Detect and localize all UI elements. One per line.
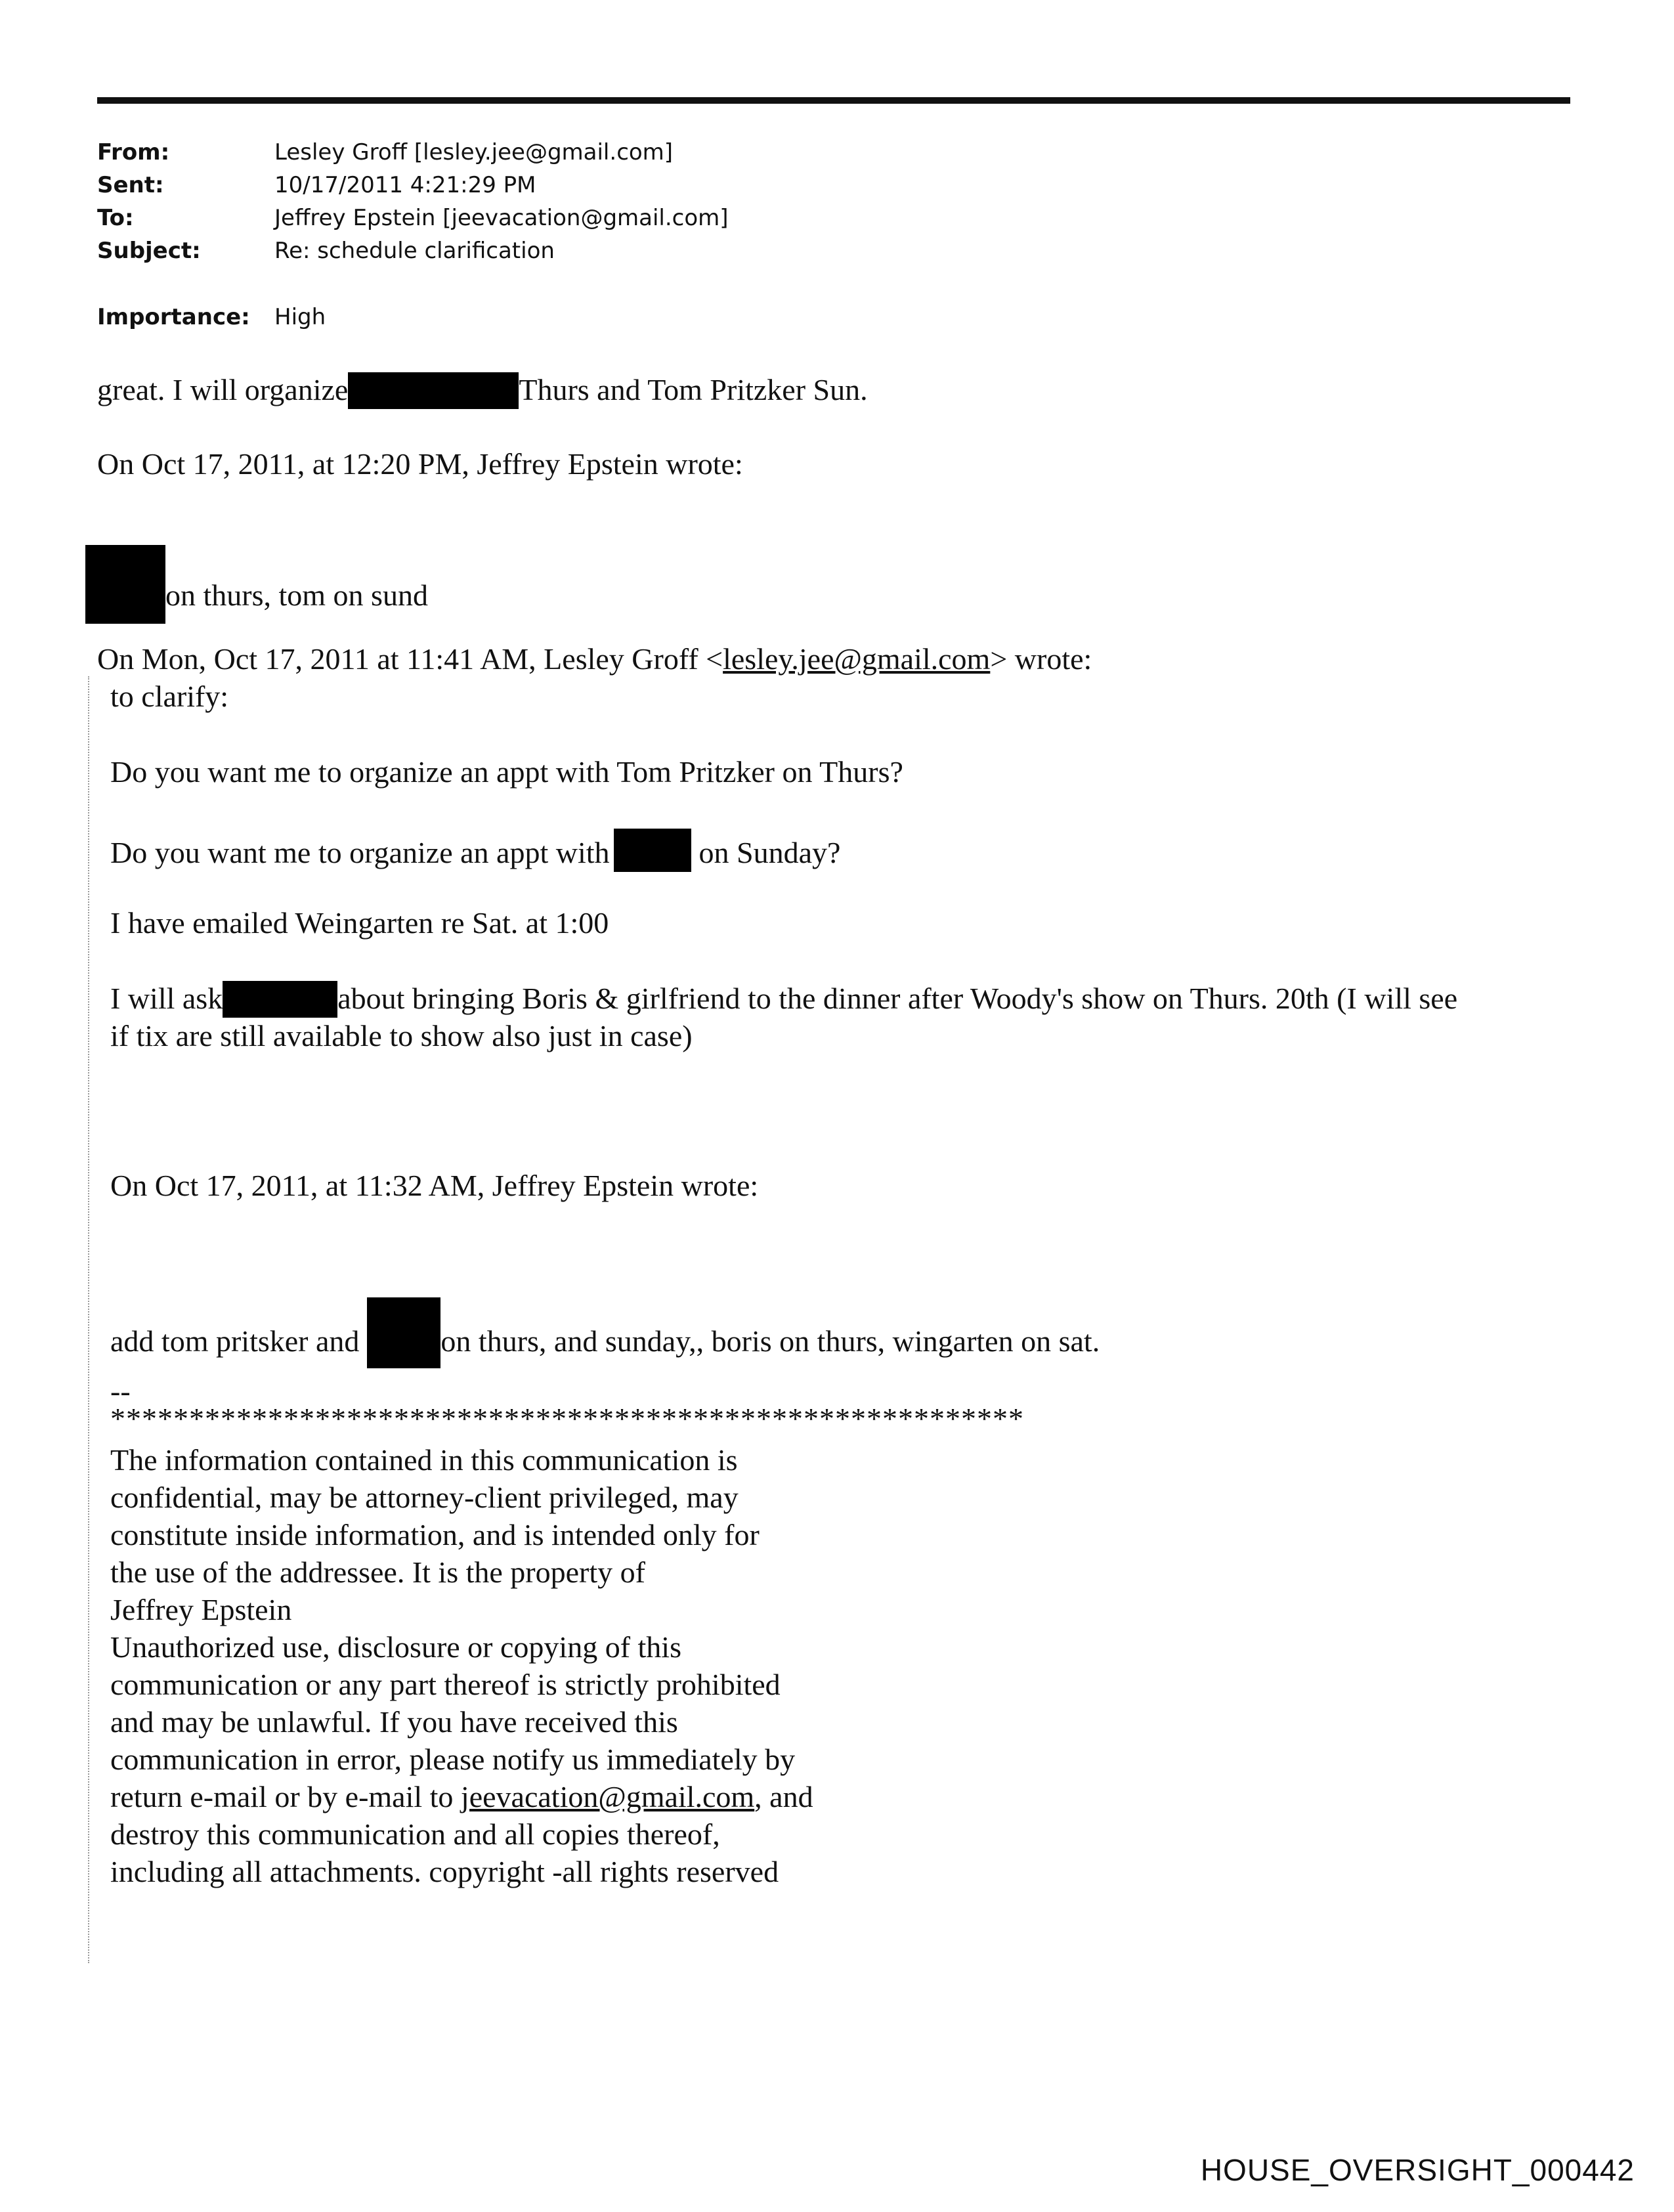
disclaimer-line: communication in error, please notify us immediately by [110,1743,796,1776]
to-label: To: [97,205,134,231]
from-value: Lesley Groff [lesley.jee@gmail.com] [274,139,674,165]
attribution-2-start: On Mon, Oct 17, 2011 at 11:41 AM, Lesley Groff < [97,642,723,676]
subject-value: Re: schedule clarification [274,238,555,264]
attribution-1: On Oct 17, 2011, at 12:20 PM, Jeffrey Epstein wrote: [97,447,743,481]
return-start: return e-mail or by e-mail to [110,1780,461,1813]
disclaimer-line: confidential, may be attorney-client privileged, may [110,1481,739,1514]
disclaimer-line: including all attachments. copyright -all rights reserved [110,1855,779,1888]
quote-bar [88,676,89,1963]
disclaimer-line: The information contained in this communication is [110,1443,738,1477]
ask-start: I will ask [110,982,223,1015]
add-start: add tom pritsker and [110,1324,360,1358]
question-2-end: on Sunday? [698,836,841,869]
disclaimer-line: constitute inside information, and is intended only for [110,1518,760,1551]
signature-dashes: -- [110,1374,131,1408]
ask-line [110,980,1457,1018]
redaction-box [614,829,691,872]
importance-value: High [274,304,326,330]
disclaimer-line: Unauthorized use, disclosure or copying of this [110,1630,681,1664]
redaction-box [223,981,337,1018]
disclaimer-return-line [110,1778,813,1815]
reply-text-end: Thurs and Tom Pritzker Sun. [519,373,868,406]
attribution-2 [97,640,1092,678]
disclaimer-line: destroy this communication and all copies thereof, [110,1817,720,1851]
top-rule [97,97,1570,104]
contact-email-link[interactable]: jeevacation@gmail.com [460,1780,755,1813]
subject-label: Subject: [97,238,201,264]
bates-number: HOUSE_OVERSIGHT_000442 [1200,2153,1635,2187]
reply-line [97,371,868,409]
redaction-box [348,372,519,409]
weingarten-line: I have emailed Weingarten re Sat. at 1:00 [110,906,609,940]
question-1: Do you want me to organize an appt with Tom Pritzker on Thurs? [110,755,903,789]
ask-line-2: if tix are still available to show also just in case) [110,1019,693,1052]
sender-email-link[interactable]: lesley.jee@gmail.com [723,642,991,676]
redaction-box [85,545,165,624]
disclaimer-line: Jeffrey Epstein [110,1593,292,1626]
sent-label: Sent: [97,172,164,198]
importance-label: Importance: [97,304,250,330]
signature-stars: ********************************************************** [110,1402,1024,1435]
ask-end: about bringing Boris & girlfriend to the dinner after Woody's show on Thurs. 20th (I will see [337,982,1458,1015]
from-label: From: [97,139,170,165]
message-1-line [85,545,428,624]
question-2-start: Do you want me to organize an appt with [110,836,610,869]
reply-text-start: great. I will organize [97,373,349,406]
return-end: , and [754,1780,813,1813]
add-end: on thurs, and sunday,, boris on thurs, wingarten on sat. [440,1324,1100,1358]
to-value: Jeffrey Epstein [jeevacation@gmail.com] [274,205,729,231]
clarify-text: to clarify: [110,680,229,713]
message-1-text: on thurs, tom on sund [165,578,428,612]
disclaimer-line: communication or any part thereof is strictly prohibited [110,1668,781,1701]
question-2 [110,829,840,872]
disclaimer-line: the use of the addressee. It is the property of [110,1555,645,1589]
attribution-3: On Oct 17, 2011, at 11:32 AM, Jeffrey Epstein wrote: [110,1169,759,1202]
disclaimer-line: and may be unlawful. If you have received this [110,1705,678,1739]
sent-value: 10/17/2011 4:21:29 PM [274,172,536,198]
add-line [110,1297,1100,1368]
redaction-box [367,1297,440,1368]
attribution-2-end: > wrote: [990,642,1092,676]
